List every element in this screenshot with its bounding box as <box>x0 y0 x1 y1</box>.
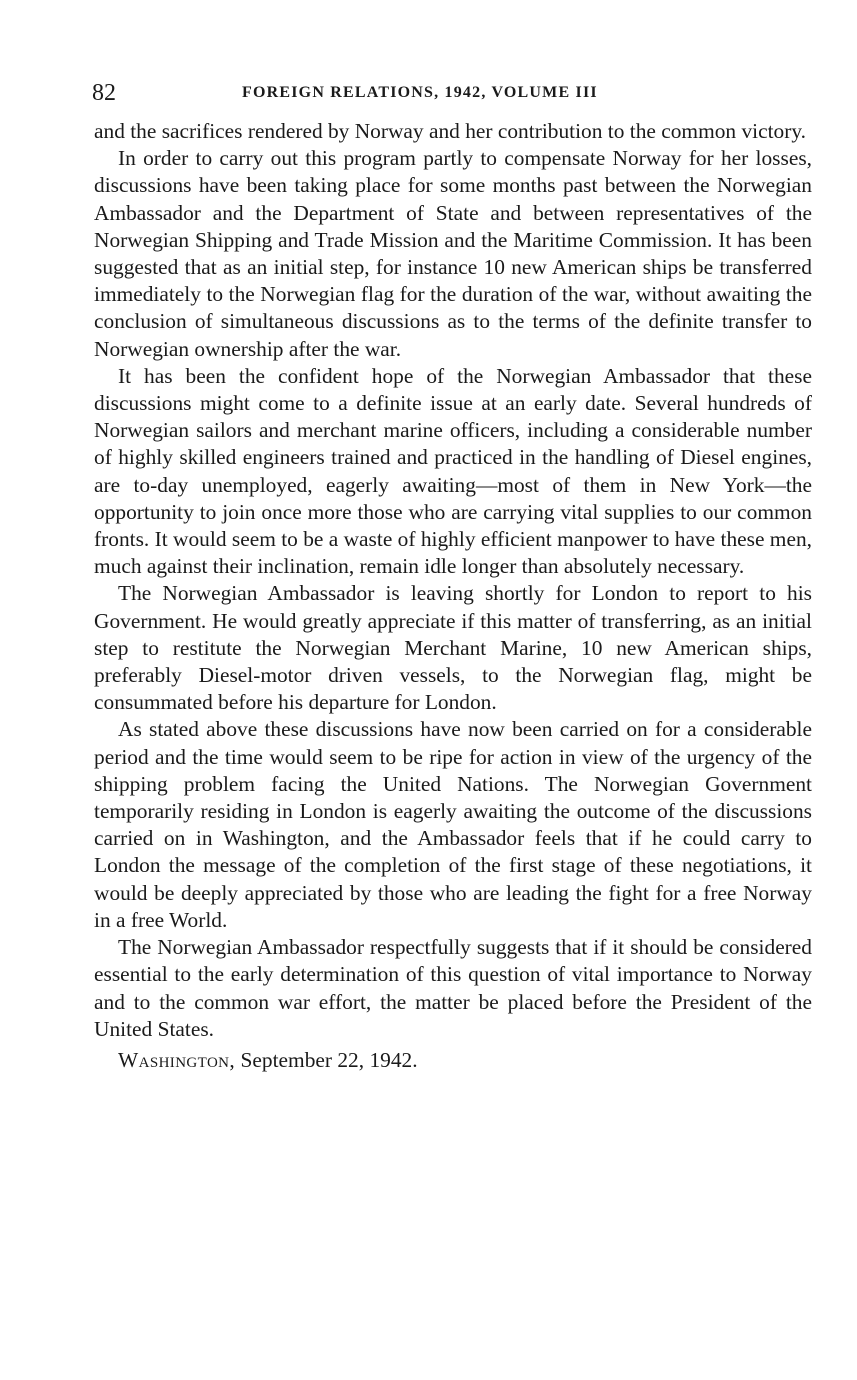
dateline <box>94 1047 812 1074</box>
paragraph-departure: The Norwegian Ambassador is leaving shortly for London to report to his Government. He would greatly appreciate if this matter of transferring, as an initial step to restitute the Norwegian Merchant Marine, 10 new American ships, preferably Diesel-motor driven vessels, to the Norwegian flag, might be consummated before his departure for London. <box>94 581 812 715</box>
paragraph-continued: and the sacrifices rendered by Norway and her contribution to the common victory. <box>94 119 806 143</box>
dateline-date: September 22, 1942. <box>240 1047 418 1072</box>
page-number: 82 <box>92 80 116 106</box>
dateline-place: Washington, <box>118 1047 236 1072</box>
paragraph-suggestion: The Norwegian Ambassador respectfully suggests that if it should be considered essential to the early determination of this question of vital importance to Norway and to the common war effort, the matter be placed before the President of the United States. <box>94 935 812 1041</box>
paragraph-hope: It has been the confident hope of the Norwegian Ambassador that these discussions might come to a definite issue at an early date. Several hundreds of Norwegian sailors and merchant marine officers, including a considerable number of highly skilled engineers trained and practiced in the handling of Diesel engines, are to-day unemployed, eagerly awaiting—most of them in New York—the opportunity to join once more those who are carrying vital supplies to our common fronts. It would seem to be a waste of highly efficient manpower to have these men, much against their inclination, remain idle longer than absolutely necessary. <box>94 363 812 579</box>
paragraph-program: In order to carry out this program partly to compensate Norway for her losses, discussions have been taking place for some months past between the Norwegian Ambassador and the Department of State and between representatives of the Norwegian Shipping and Trade Mission and the Maritime Commission. It has been suggested that as an initial step, for instance 10 new American ships be transferred immediately to the Norwegian flag for the duration of the war, without awaiting the conclusion of simultaneous discussions as to the terms of the definite transfer to Norwegian ownership after the war. <box>94 146 812 361</box>
running-head: FOREIGN RELATIONS, 1942, VOLUME III <box>242 84 598 101</box>
paragraph-urgency: As stated above these discussions have now been carried on for a considerable period and the time would seem to be ripe for action in view of the urgency of the shipping problem facing the United Nations. The Norwegian Government temporarily residing in London is eagerly awaiting the outcome of the discussions carried on in Washington, and the Ambassador feels that if he could carry to London the message of the completion of the first stage of these negotiations, it would be deeply appreciated by those who are leading the fight for a free Norway in a free World. <box>94 717 812 932</box>
page-header <box>92 78 812 108</box>
document-body <box>94 118 812 1074</box>
